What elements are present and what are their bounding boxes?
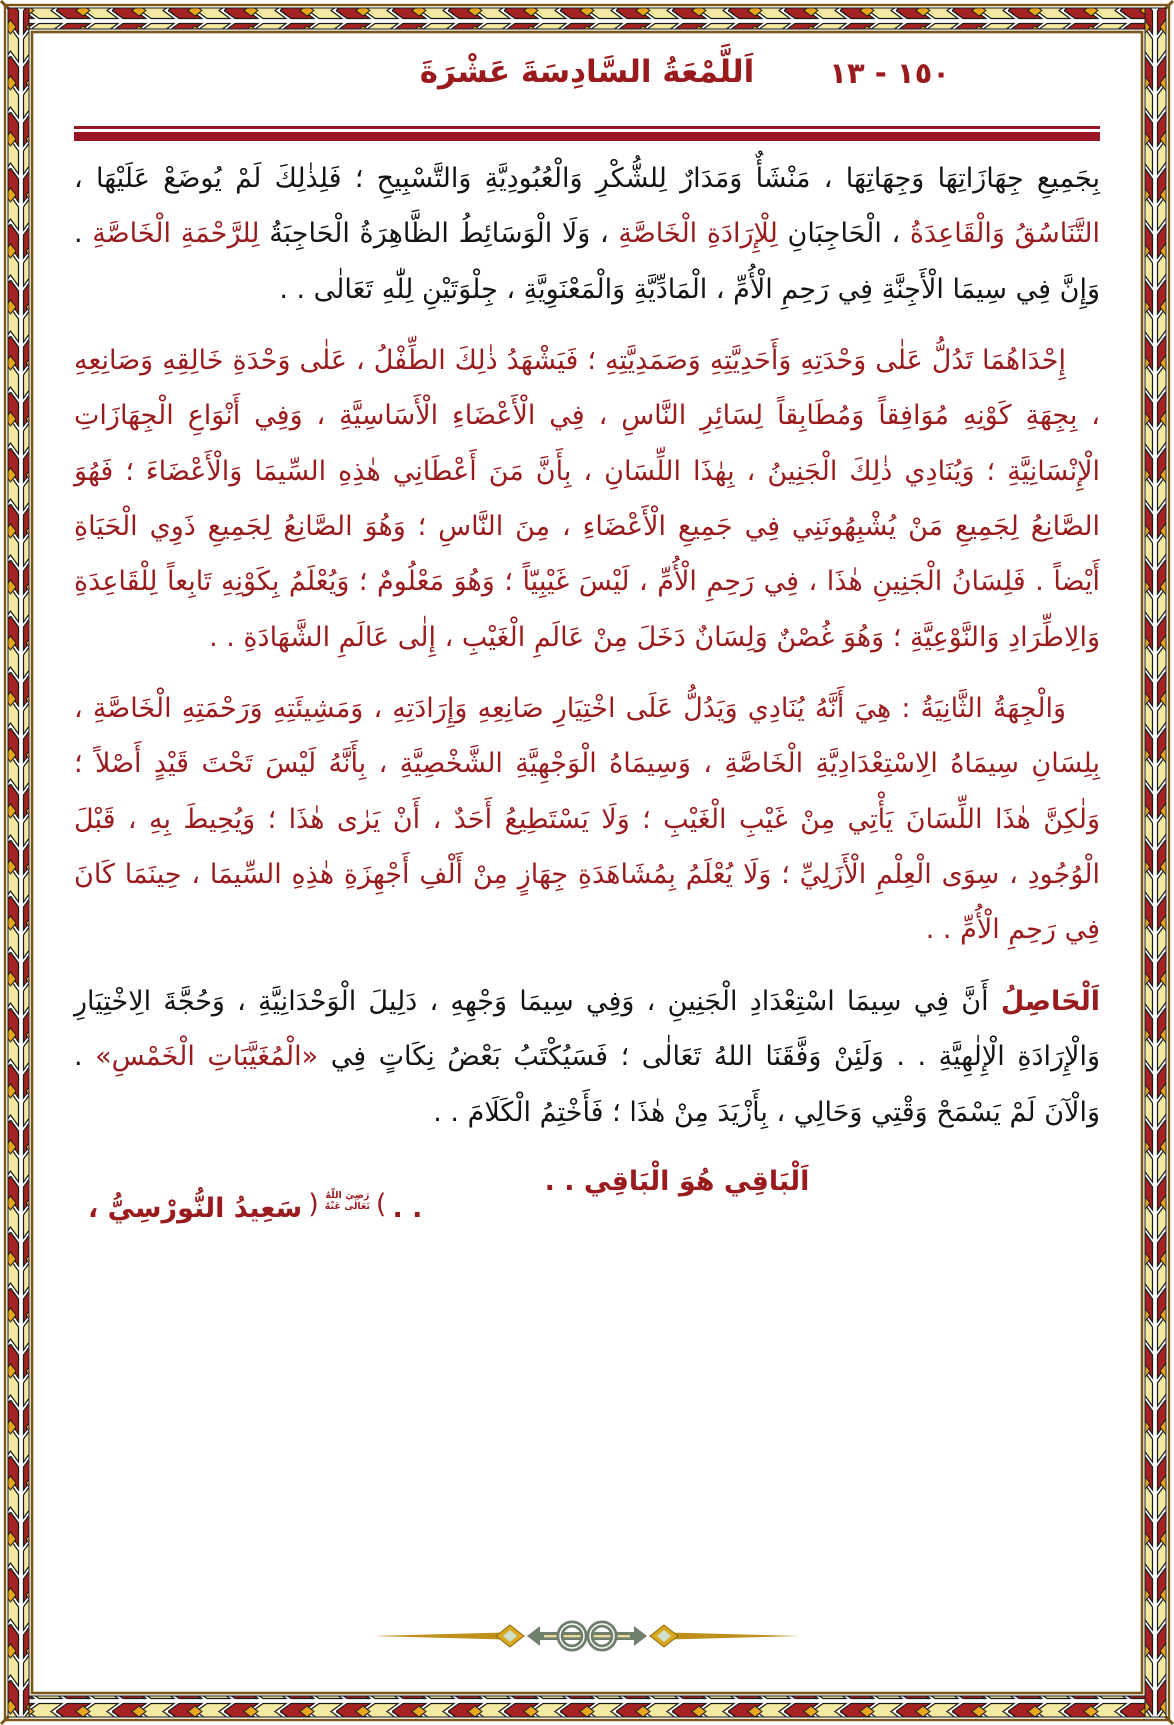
seal-open-paren: ( [308, 1188, 319, 1220]
paragraph-1-red-phrase: لِلْإِرَادَةِ الْخَاصَّةِ [618, 218, 778, 250]
paragraph-4-red-title: «الْمُغَيَّبَاتِ الْخَمْسِ» [95, 1041, 319, 1073]
ornamental-divider [372, 1613, 802, 1663]
body-text [74, 151, 1100, 1140]
paragraph-1-segment: بِجَمِيعِ جِهَازَاتِهَا وَجِهَاتِهَا ، مَنْشَأٌ وَمَدَارٌ لِلشُّكْرِ وَالْعُبُودِيَّةِ وَالتَّسْبِيحِ ؛ فَلِذٰلِكَ لَمْ يُوضَعْ عَلَيْهَا ، [74, 163, 1100, 194]
page-title: اَللَّمْعَةُ السَّادِسَةَ عَشْرَةَ [419, 54, 755, 90]
paragraph-4-segment: أَنَّ فِي سِيمَا اسْتِعْدَادِ الْجَنِينِ ، وَفِي سِيمَا وَجْهِهِ ، دَلِيلَ الْوَحْدَانِيَّةِ ، وَحُجَّةَ الِاخْتِيَارِ وَالْإِرَادَةِ الْإِلٰهِيَّةِ . . وَلَئِنْ وَفَّقَنَا اللهُ تَعَالٰى ؛ فَسَيُكْتَبُ بَعْضُ نِكَاتٍ فِي [74, 985, 1100, 1073]
paragraph-1-red-phrase: لِلرَّحْمَةِ الْخَاصَّةِ [92, 218, 260, 250]
page-number: ١٥٠ - ١٣ [829, 56, 950, 90]
prayer-seal-line: رَضِيَ اللّٰهُ [325, 1190, 370, 1202]
paragraph-1-segment: ، وَلَا الْوَسَائِطُ الظَّاهِرَةُ الْحَاجِبَةُ [259, 218, 619, 250]
signature-name: سَعِيدُ النُّورْسِيُّ ، [88, 1192, 303, 1224]
paragraph-1 [74, 151, 1100, 317]
paragraph-1-segment: ، الْحَاجِبَانِ [777, 218, 910, 250]
page-header [74, 46, 1100, 112]
paragraph-2: إِحْدَاهُمَا تَدُلُّ عَلٰى وَحْدَتِهِ وَأَحَدِيَّتِهِ وَصَمَدِيَّتِهِ ؛ فَيَشْهَدُ ذٰلِكَ الطِّفْلُ ، عَلٰى وَحْدَةِ خَالِقِهِ وَصَانِعِهِ ، بِجِهَةِ كَوْنِهِ مُوَافِقاً وَمُطَابِقاً لِسَائِرِ النَّاسِ ، فِي الْأَعْضَاءِ الْأَسَاسِيَّةِ ، وَفِي أَنْوَاعِ الْجِهَازَاتِ الْإِنْسَانِيَّةِ ؛ وَيُنَادِي ذٰلِكَ الْجَنِينُ ، بِهٰذَا اللِّسَانِ ، بِأَنَّ مَنَ أَعْطَانِي هٰذِهِ السِّيمَا وَالْأَعْضَاءَ ؛ فَهُوَ الصَّانِعُ لِجَمِيعِ مَنْ يُشْبِهُونَنِي فِي جَمِيعِ الْأَعْضَاءِ ، مِنَ النَّاسِ ؛ وَهُوَ الصَّانِعُ لِجَمِيعِ ذَوِي الْحَيَاةِ أَيْضاً . فَلِسَانُ الْجَنِينِ هٰذَا ، فِي رَحِمِ الْأُمِّ ، لَيْسَ غَيْبِيّاً ؛ وَهُوَ مَعْلُومٌ ؛ وَيُعْلَمُ بِكَوْنِهِ تَابِعاً لِلْقَاعِدَةِ وَالِاطِّرَادِ وَالنَّوْعِيَّةِ ؛ وَهُوَ غُصْنٌ وَلِسَانٌ دَخَلَ مِنْ عَالَمِ الْغَيْبِ ، إِلٰى عَالَمِ الشَّهَادَةِ . . [74, 345, 1100, 653]
prayer-seal-line: تَعَالٰى عَنْهُ [324, 1201, 370, 1213]
prayer-seal [325, 1191, 370, 1213]
seal-close-paren: ) [375, 1188, 387, 1220]
paragraph-1-red-phrase: التَّنَاسُقُ وَالْقَاعِدَةُ [909, 218, 1100, 250]
signature-row [74, 1188, 1100, 1224]
paragraph-4-lead-word: اَلْحَاصِلُ [1000, 985, 1100, 1017]
paragraph-4-segment: . وَالْآنَ لَمْ يَسْمَحْ وَقْتِي وَحَالِي ، بِأَزْيَدَ مِنْ هٰذَا ؛ فَأَخْتِمُ الْكَلَامَ . . [74, 1041, 1100, 1128]
paragraph-3: وَالْجِهَةُ الثَّانِيَةُ : هِيَ أَنَّهُ يُنَادِي وَيَدُلُّ عَلَى اخْتِيَارِ صَانِعِهِ وَإِرَادَتِهِ ، وَمَشِيئَتِهِ وَرَحْمَتِهِ الْخَاصَّةِ ، بِلِسَانِ سِيمَاهُ الِاسْتِعْدَادِيَّةِ الْخَاصَّةِ ، وَسِيمَاهُ الْوَجْهِيَّةِ الشَّخْصِيَّةِ ، بِأَنَّهُ لَيْسَ تَحْتَ قَيْدٍ أَصْلاً ؛ وَلٰكِنَّ هٰذَا اللِّسَانَ يَأْتِي مِنْ غَيْبِ الْغَيْبِ ؛ وَلَا يَسْتَطِيعُ أَحَدٌ ، أَنْ يَرٰى هٰذَا ؛ وَيُحِيطَ بِهِ ، قَبْلَ الْوُجُودِ ، سِوَى الْعِلْمِ الْأَزَلِيِّ ؛ وَلَا يُعْلَمُ بِمُشَاهَدَةِ جِهَازٍ مِنْ أَلْفِ أَجْهِزَةِ هٰذِهِ السِّيمَا ، حِينَمَا كَانَ فِي رَحِمِ الْأُمِّ . . [74, 693, 1100, 946]
signature-trailing-dots: . . [392, 1192, 423, 1224]
paragraph-1-segment: . وَإِنَّ فِي سِيمَا الْأَجِنَّةِ فِي رَحِمِ الْأُمِّ ، الْمَادِّيَّةِ وَالْمَعْنَوِيَّةِ ، جِلْوَتَيْنِ لِلّٰهِ تَعَالٰى . . [74, 218, 1100, 305]
closing-line: اَلْبَاقِي هُوَ الْبَاقِي . . [544, 1165, 810, 1197]
header-rule-thick-line [74, 132, 1100, 141]
header-rule [74, 126, 1100, 141]
paragraph-4 [74, 974, 1100, 1140]
